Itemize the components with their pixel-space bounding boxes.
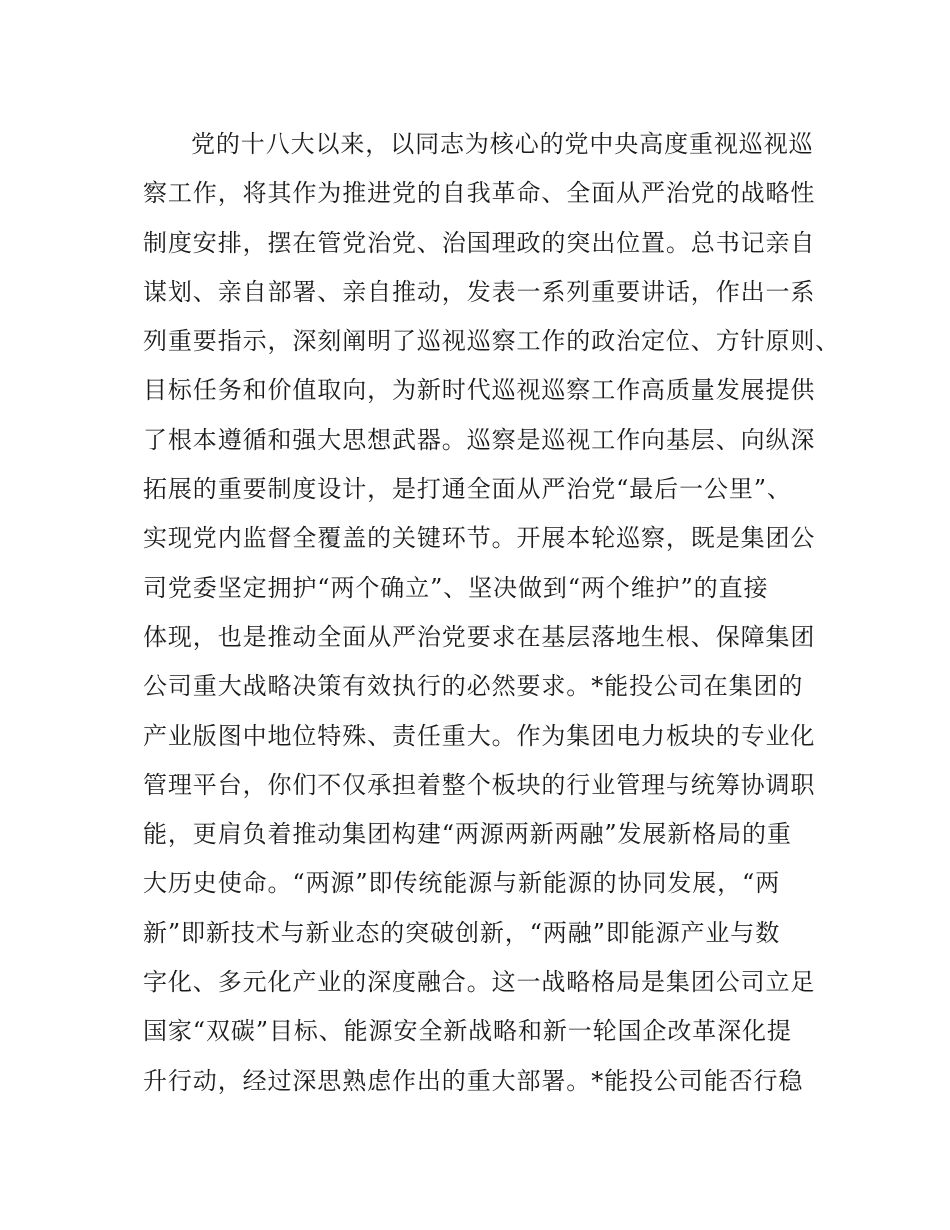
- text-line: 新”即新技术与新业态的突破创新，“两融”即能源产业与数: [143, 918, 781, 947]
- text-line: 字化、多元化产业的深度融合。这一战略格局是集团公司立足: [143, 968, 816, 997]
- text-line: 国家“双碳”目标、能源安全新战略和新一轮国企改革深化提: [143, 1017, 792, 1046]
- text-line: 制度安排，摆在管党治党、治国理政的突出位置。总书记亲自: [143, 228, 816, 257]
- text-line: 党的十八大以来，以同志为核心的党中央高度重视巡视巡: [191, 130, 814, 158]
- text-line: 司党委坚定拥护“两个确立”、坚决做到“两个维护”的直接: [143, 573, 769, 602]
- text-line: 列重要指示，深刻阐明了巡视巡察工作的政治定位、方针原则、: [143, 327, 841, 356]
- text-line: 能，更肩负着推动集团构建“两源两新两融”发展新格局的重: [143, 820, 792, 849]
- text-line: 大历史使命。“两源”即传统能源与新能源的协同发展，“两: [143, 869, 781, 898]
- text-line: 管理平台，你们不仅承担着整个板块的行业管理与统筹协调职: [143, 770, 816, 799]
- body-paragraph: [143, 120, 863, 1106]
- text-line: 拓展的重要制度设计，是打通全面从严治党“最后一公里”、: [143, 475, 792, 504]
- text-line: 实现党内监督全覆盖的关键环节。开展本轮巡察，既是集团公: [143, 524, 816, 553]
- text-line: 察工作，将其作为推进党的自我革命、全面从严治党的战略性: [143, 179, 816, 208]
- text-line: 谋划、亲自部署、亲自推动，发表一系列重要讲话，作出一系: [143, 277, 816, 306]
- text-line: 产业版图中地位特殊、责任重大。作为集团电力板块的专业化: [143, 721, 816, 750]
- text-line: 体现，也是推动全面从严治党要求在基层落地生根、保障集团: [143, 622, 816, 651]
- text-line: 目标任务和价值取向，为新时代巡视巡察工作高质量发展提供: [143, 376, 816, 405]
- text-line: 公司重大战略决策有效执行的必然要求。*能投公司在集团的: [143, 672, 804, 701]
- text-line: 升行动，经过深思熟虑作出的重大部署。*能投公司能否行稳: [143, 1066, 804, 1095]
- text-line: 了根本遵循和强大思想武器。巡察是巡视工作向基层、向纵深: [143, 425, 816, 454]
